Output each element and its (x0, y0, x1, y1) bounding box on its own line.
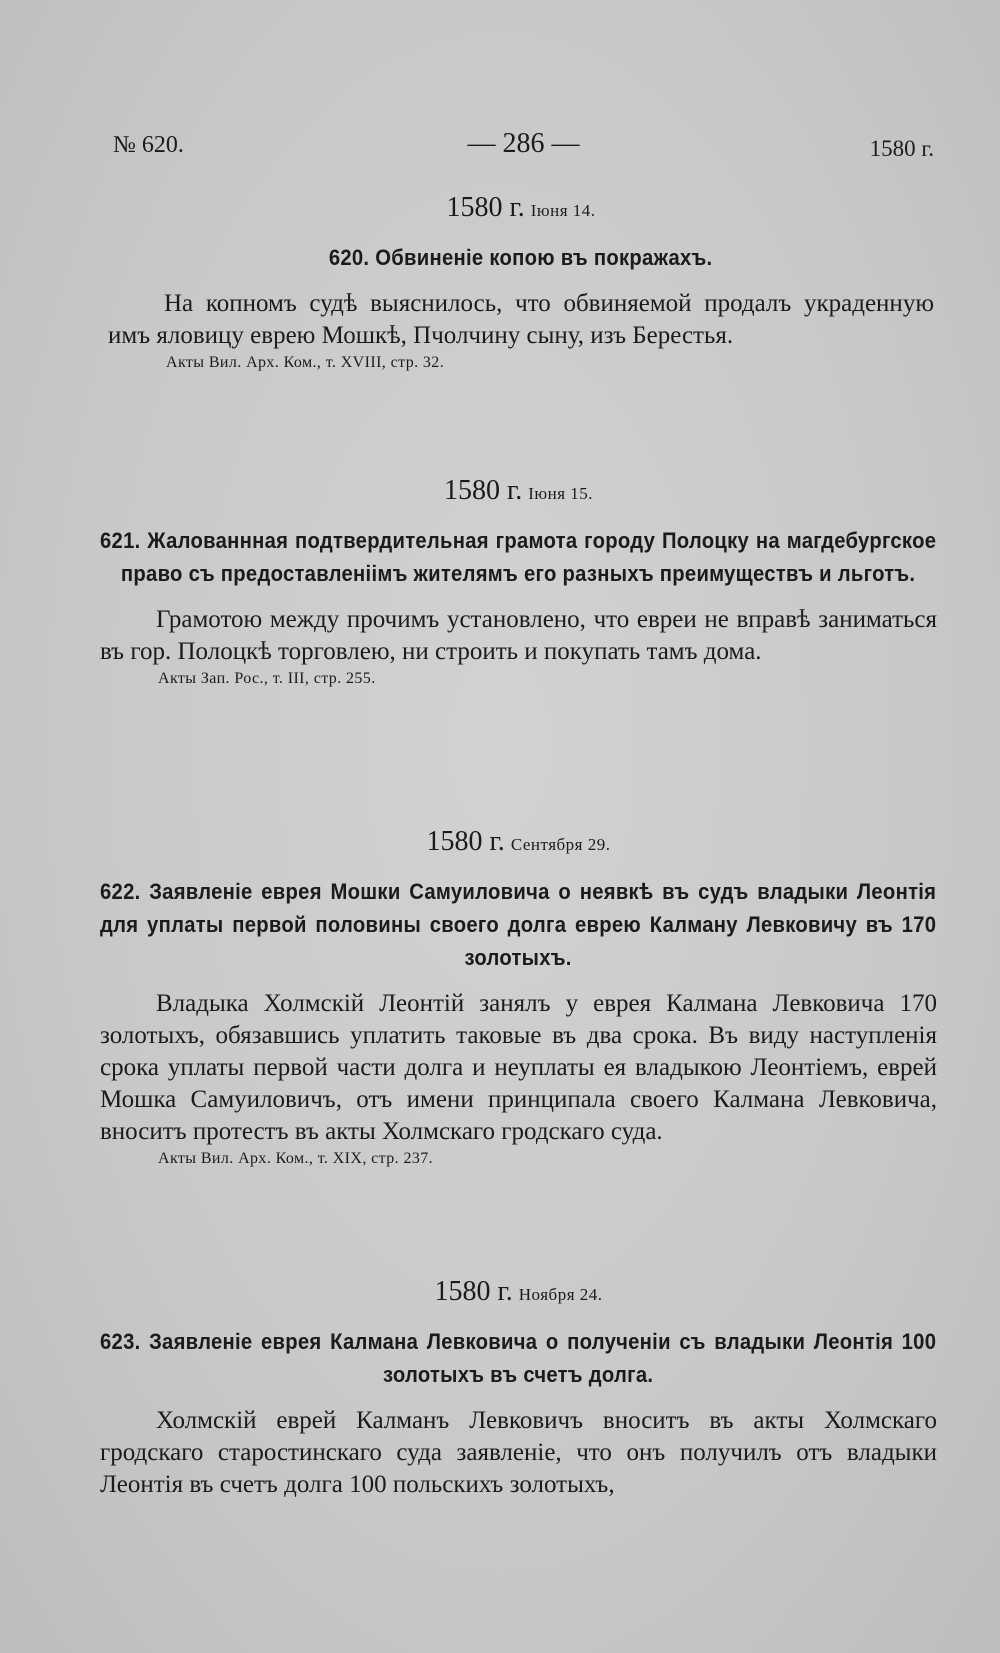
entry-body: На копномъ судѣ выяснилось, что обвиняемой продалъ украденную имъ яловицу еврею Мошкѣ, Пчолчину сыну, изъ Берестья. (108, 290, 934, 349)
entry-year: 1580 г. (426, 826, 505, 857)
entry-day: Ноября 24. (518, 1285, 603, 1304)
page-number: — 286 — (467, 128, 580, 159)
entry-date (100, 1274, 937, 1313)
entry-day: Іюня 14. (530, 201, 596, 220)
entry-source: Акты Вил. Арх. Ком., т. XVIII, стр. 32. (166, 354, 445, 371)
entry-body: Холмскій еврей Калманъ Левковичъ вноситъ въ акты Холмскаго гродскаго старостинскаго суда заявленіе, что онъ получилъ отъ владыки Леонтія въ счетъ долга 100 польскихъ золотыхъ, (100, 1407, 937, 1498)
entry-day: Іюня 15. (528, 484, 594, 503)
running-head (113, 128, 934, 168)
entry-title: 621. Жалованнная подтвердительная грамота городу Полоцку на магдебургское право съ предоставленіімъ жителямъ его разныхъ преимуществъ и льготъ. (100, 528, 937, 586)
entry-day: Сентября 29. (510, 835, 611, 854)
entry-623 (100, 1274, 937, 1501)
entry-621 (100, 473, 937, 688)
document-number: № 620. (113, 132, 184, 158)
entry-year: 1580 г. (443, 475, 523, 506)
entry-year: 1580 г. (446, 192, 525, 223)
entry-title: 622. Заявленіе еврея Мошки Самуиловича о неявкѣ въ судъ владыки Леонтія для уплаты первой половины своего долга еврею Калману Левковичу въ 170 золотыхъ. (100, 879, 937, 970)
entry-date (100, 473, 937, 512)
entry-date (100, 824, 937, 863)
entry-title: 620. Обвиненіе копою въ покражахъ. (328, 245, 713, 270)
entry-622 (100, 824, 937, 1168)
entry-620 (108, 190, 934, 372)
entry-date (108, 190, 934, 229)
entry-source: Акты Вил. Арх. Ком., т. XIX, стр. 237. (158, 1150, 434, 1167)
entry-year: 1580 г. (434, 1276, 513, 1307)
entry-body: Грамотою между прочимъ установлено, что евреи не вправѣ заниматься въ гор. Полоцкѣ торговлею, ни строить и покупать тамъ дома. (100, 606, 937, 665)
running-year: 1580 г. (869, 136, 934, 161)
entry-body: Владыка Холмскій Леонтій занялъ у еврея Калмана Левковича 170 золотыхъ, обязавшись уплатить таковые въ два срока. Въ виду наступленія срока уплаты первой части долга и неуплаты ея владыкою Леонтіемъ, еврей Мошка Самуиловичъ, отъ имени принципала своего Калмана Левковича, вноситъ протестъ въ акты Холмскаго гродскаго суда. (100, 990, 937, 1145)
entry-source: Акты Зап. Рос., т. III, стр. 255. (158, 670, 376, 687)
entry-title: 623. Заявленіе еврея Калмана Левковича о полученіи съ владыки Леонтія 100 золотыхъ въ счетъ долга. (100, 1329, 937, 1387)
